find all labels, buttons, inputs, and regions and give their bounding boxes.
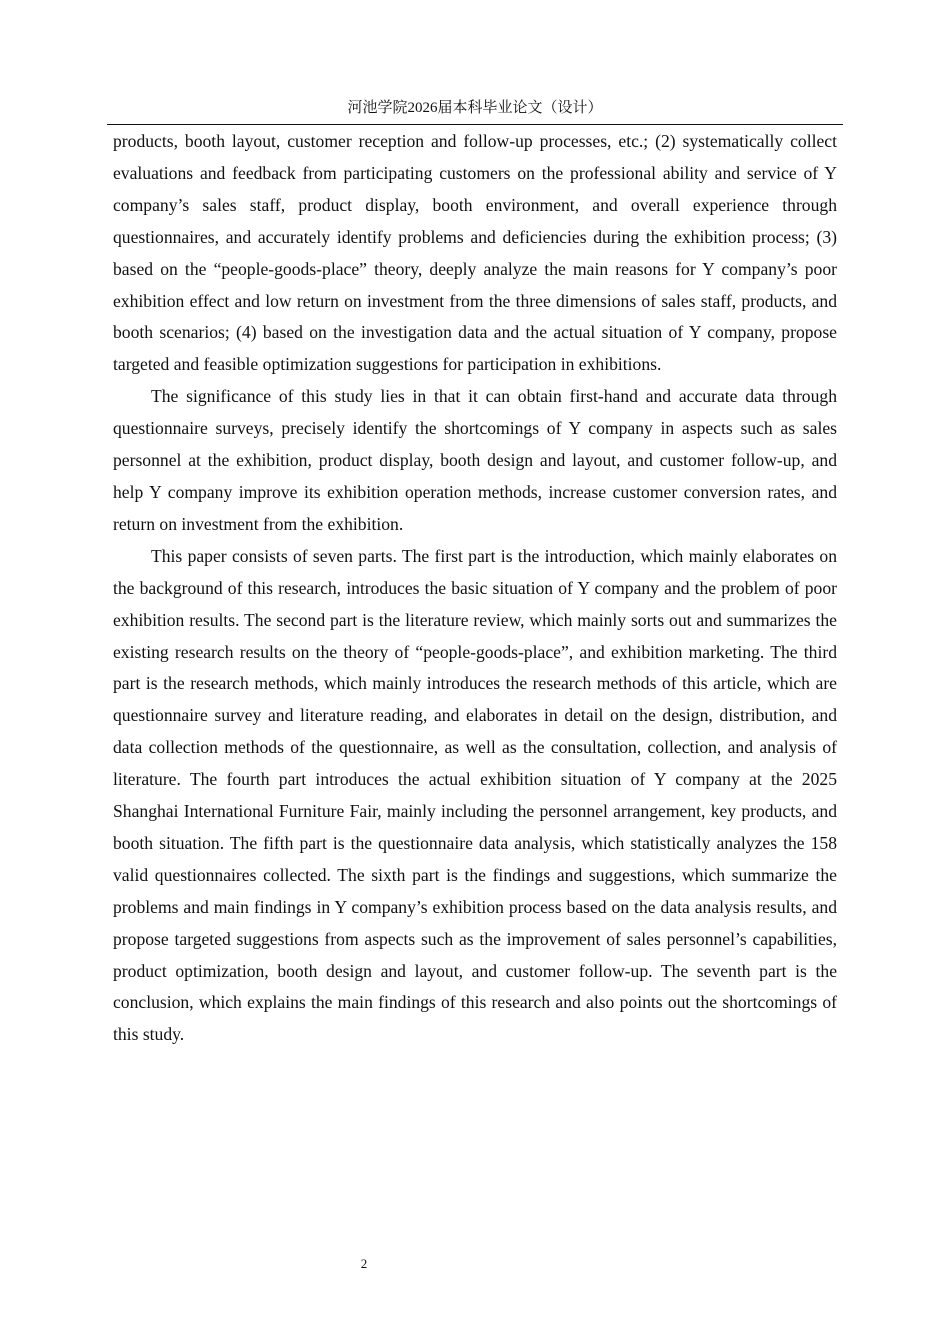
- page-number: 2: [360, 1256, 368, 1271]
- header-rule: [107, 124, 843, 125]
- paragraph-continued: products, booth layout, customer reception and follow-up processes, etc.; (2) systematically collect evaluations and feedback from participating customers on the professional ability and service of Y company’s sales staff, product display, booth environment, and overall experience through questionnaires, and accurately identify problems and deficiencies during the exhibition process; (3) based on the “people-goods-place” theory, deeply analyze the main reasons for Y company’s poor exhibition effect and low return on investment from the three dimensions of sales staff, products, and booth scenarios; (4) based on the investigation data and the actual situation of Y company, propose targeted and feasible optimization suggestions for participation in exhibitions.: [113, 131, 837, 375]
- paragraph-significance: The significance of this study lies in that it can obtain first-hand and accurate data through questionnaire surveys, precisely identify the shortcomings of Y company in aspects such as sales personnel at the exhibition, product display, booth design and layout, and customer follow-up, and help Y company improve its exhibition operation methods, increase customer conversion rates, and return on investment from the exhibition.: [113, 386, 837, 534]
- body-text: [113, 126, 837, 1051]
- running-header: 河池学院2026届本科毕业论文（设计）: [347, 100, 603, 116]
- paragraph-structure: This paper consists of seven parts. The first part is the introduction, which mainly elaborates on the background of this research, introduces the basic situation of Y company and the problem of poor exhibition results. The second part is the literature review, which mainly sorts out and summarizes the existing research results on the theory of “people-goods-place”, and exhibition marketing. The third part is the research methods, which mainly introduces the research methods of this article, which are questionnaire survey and literature reading, and elaborates in detail on the design, distribution, and data collection methods of the questionnaire, as well as the consultation, collection, and analysis of literature. The fourth part introduces the actual exhibition situation of Y company at the 2025 Shanghai International Furniture Fair, mainly including the personnel arrangement, key products, and booth situation. The fifth part is the questionnaire data analysis, which statistically analyzes the 158 valid questionnaires collected. The sixth part is the findings and suggestions, which summarize the problems and main findings in Y company’s exhibition process based on the data analysis results, and propose targeted suggestions from aspects such as the improvement of sales personnel’s capabilities, product optimization, booth design and layout, and customer follow-up. The seventh part is the conclusion, which explains the main findings of this research and also points out the shortcomings of this study.: [113, 545, 837, 1045]
